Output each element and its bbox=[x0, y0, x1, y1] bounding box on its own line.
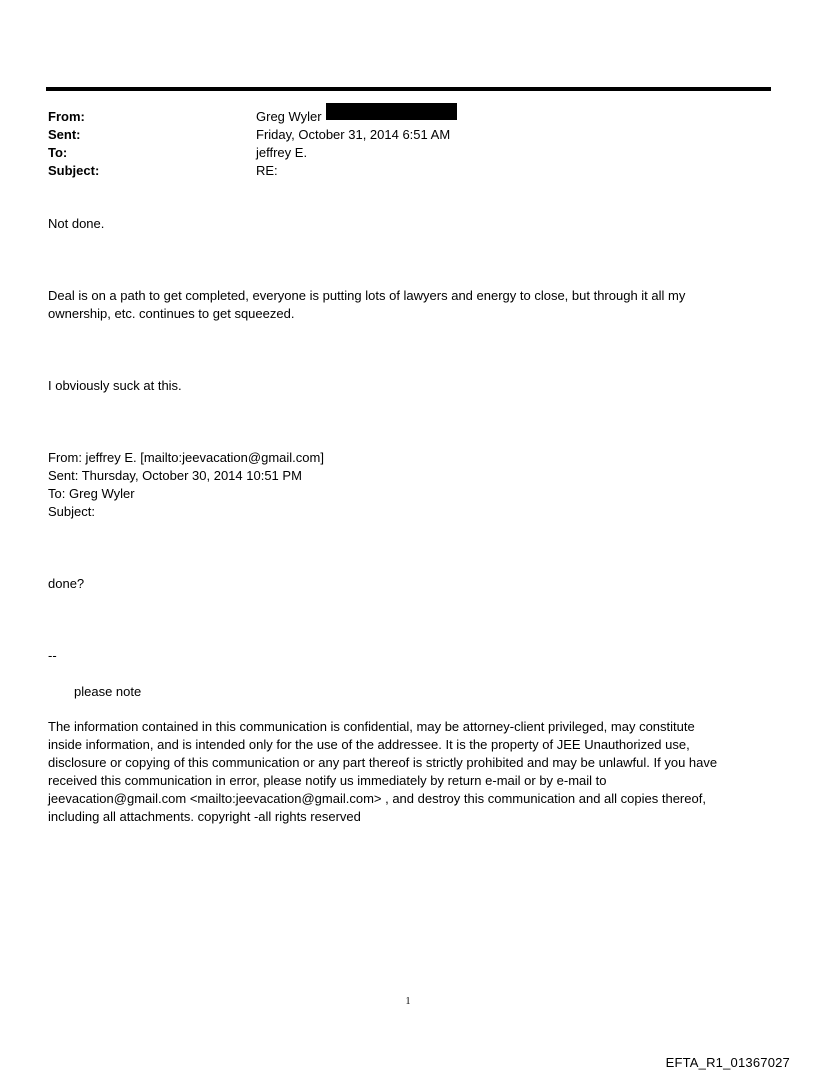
redaction-block bbox=[326, 103, 457, 120]
subject-row bbox=[48, 162, 768, 180]
reply-line-3: I obviously suck at this. bbox=[48, 378, 182, 393]
sent-row bbox=[48, 126, 768, 144]
quoted-to: To: Greg Wyler bbox=[48, 486, 135, 501]
quoted-from: From: jeffrey E. [mailto:jeevacation@gmail.com] bbox=[48, 450, 324, 465]
please-note: please note bbox=[74, 684, 142, 699]
to-row bbox=[48, 144, 768, 162]
quoted-subject: Subject: bbox=[48, 504, 95, 519]
reply-paragraph-2: Deal is on a path to get completed, everyone is putting lots of lawyers and energy to close, but through it all my ownership, etc. continues to get squeezed. bbox=[48, 288, 686, 321]
from-value bbox=[256, 108, 457, 126]
to-value: jeffrey E. bbox=[256, 145, 308, 160]
from-label: From: bbox=[48, 109, 85, 124]
email-header bbox=[48, 108, 768, 180]
document-id: EFTA_R1_01367027 bbox=[665, 1055, 790, 1070]
sent-value: Friday, October 31, 2014 6:51 AM bbox=[256, 127, 451, 142]
subject-label: Subject: bbox=[48, 163, 100, 178]
signature-separator: -- bbox=[48, 648, 57, 663]
to-label: To: bbox=[48, 145, 68, 160]
reply-line-1: Not done. bbox=[48, 216, 105, 231]
quoted-message: done? bbox=[48, 576, 85, 591]
subject-value: RE: bbox=[256, 163, 278, 178]
sent-label: Sent: bbox=[48, 127, 81, 142]
confidentiality-disclaimer: The information contained in this communication is confidential, may be attorney-client privileged, may constitute inside information, and is intended only for the use of the addressee. It is the property of JEE Unauthorized use, disclosure or copying of this communication or any part thereof is strictly prohibited and may be unlawful. If you have received this communication in error, please notify us immediately by return e-mail or by e-mail to jeevacation@gmail.com <mailto:jeevacation@gmail.com> , and destroy this communication and all copies thereof, including all attachments. copyright -all rights reserved bbox=[48, 719, 718, 824]
quoted-sent: Sent: Thursday, October 30, 2014 10:51 PM bbox=[48, 468, 302, 483]
from-name: Greg Wyler bbox=[256, 109, 322, 124]
header-rule bbox=[46, 87, 771, 91]
page-number: 1 bbox=[405, 996, 411, 1007]
from-row bbox=[48, 108, 768, 126]
